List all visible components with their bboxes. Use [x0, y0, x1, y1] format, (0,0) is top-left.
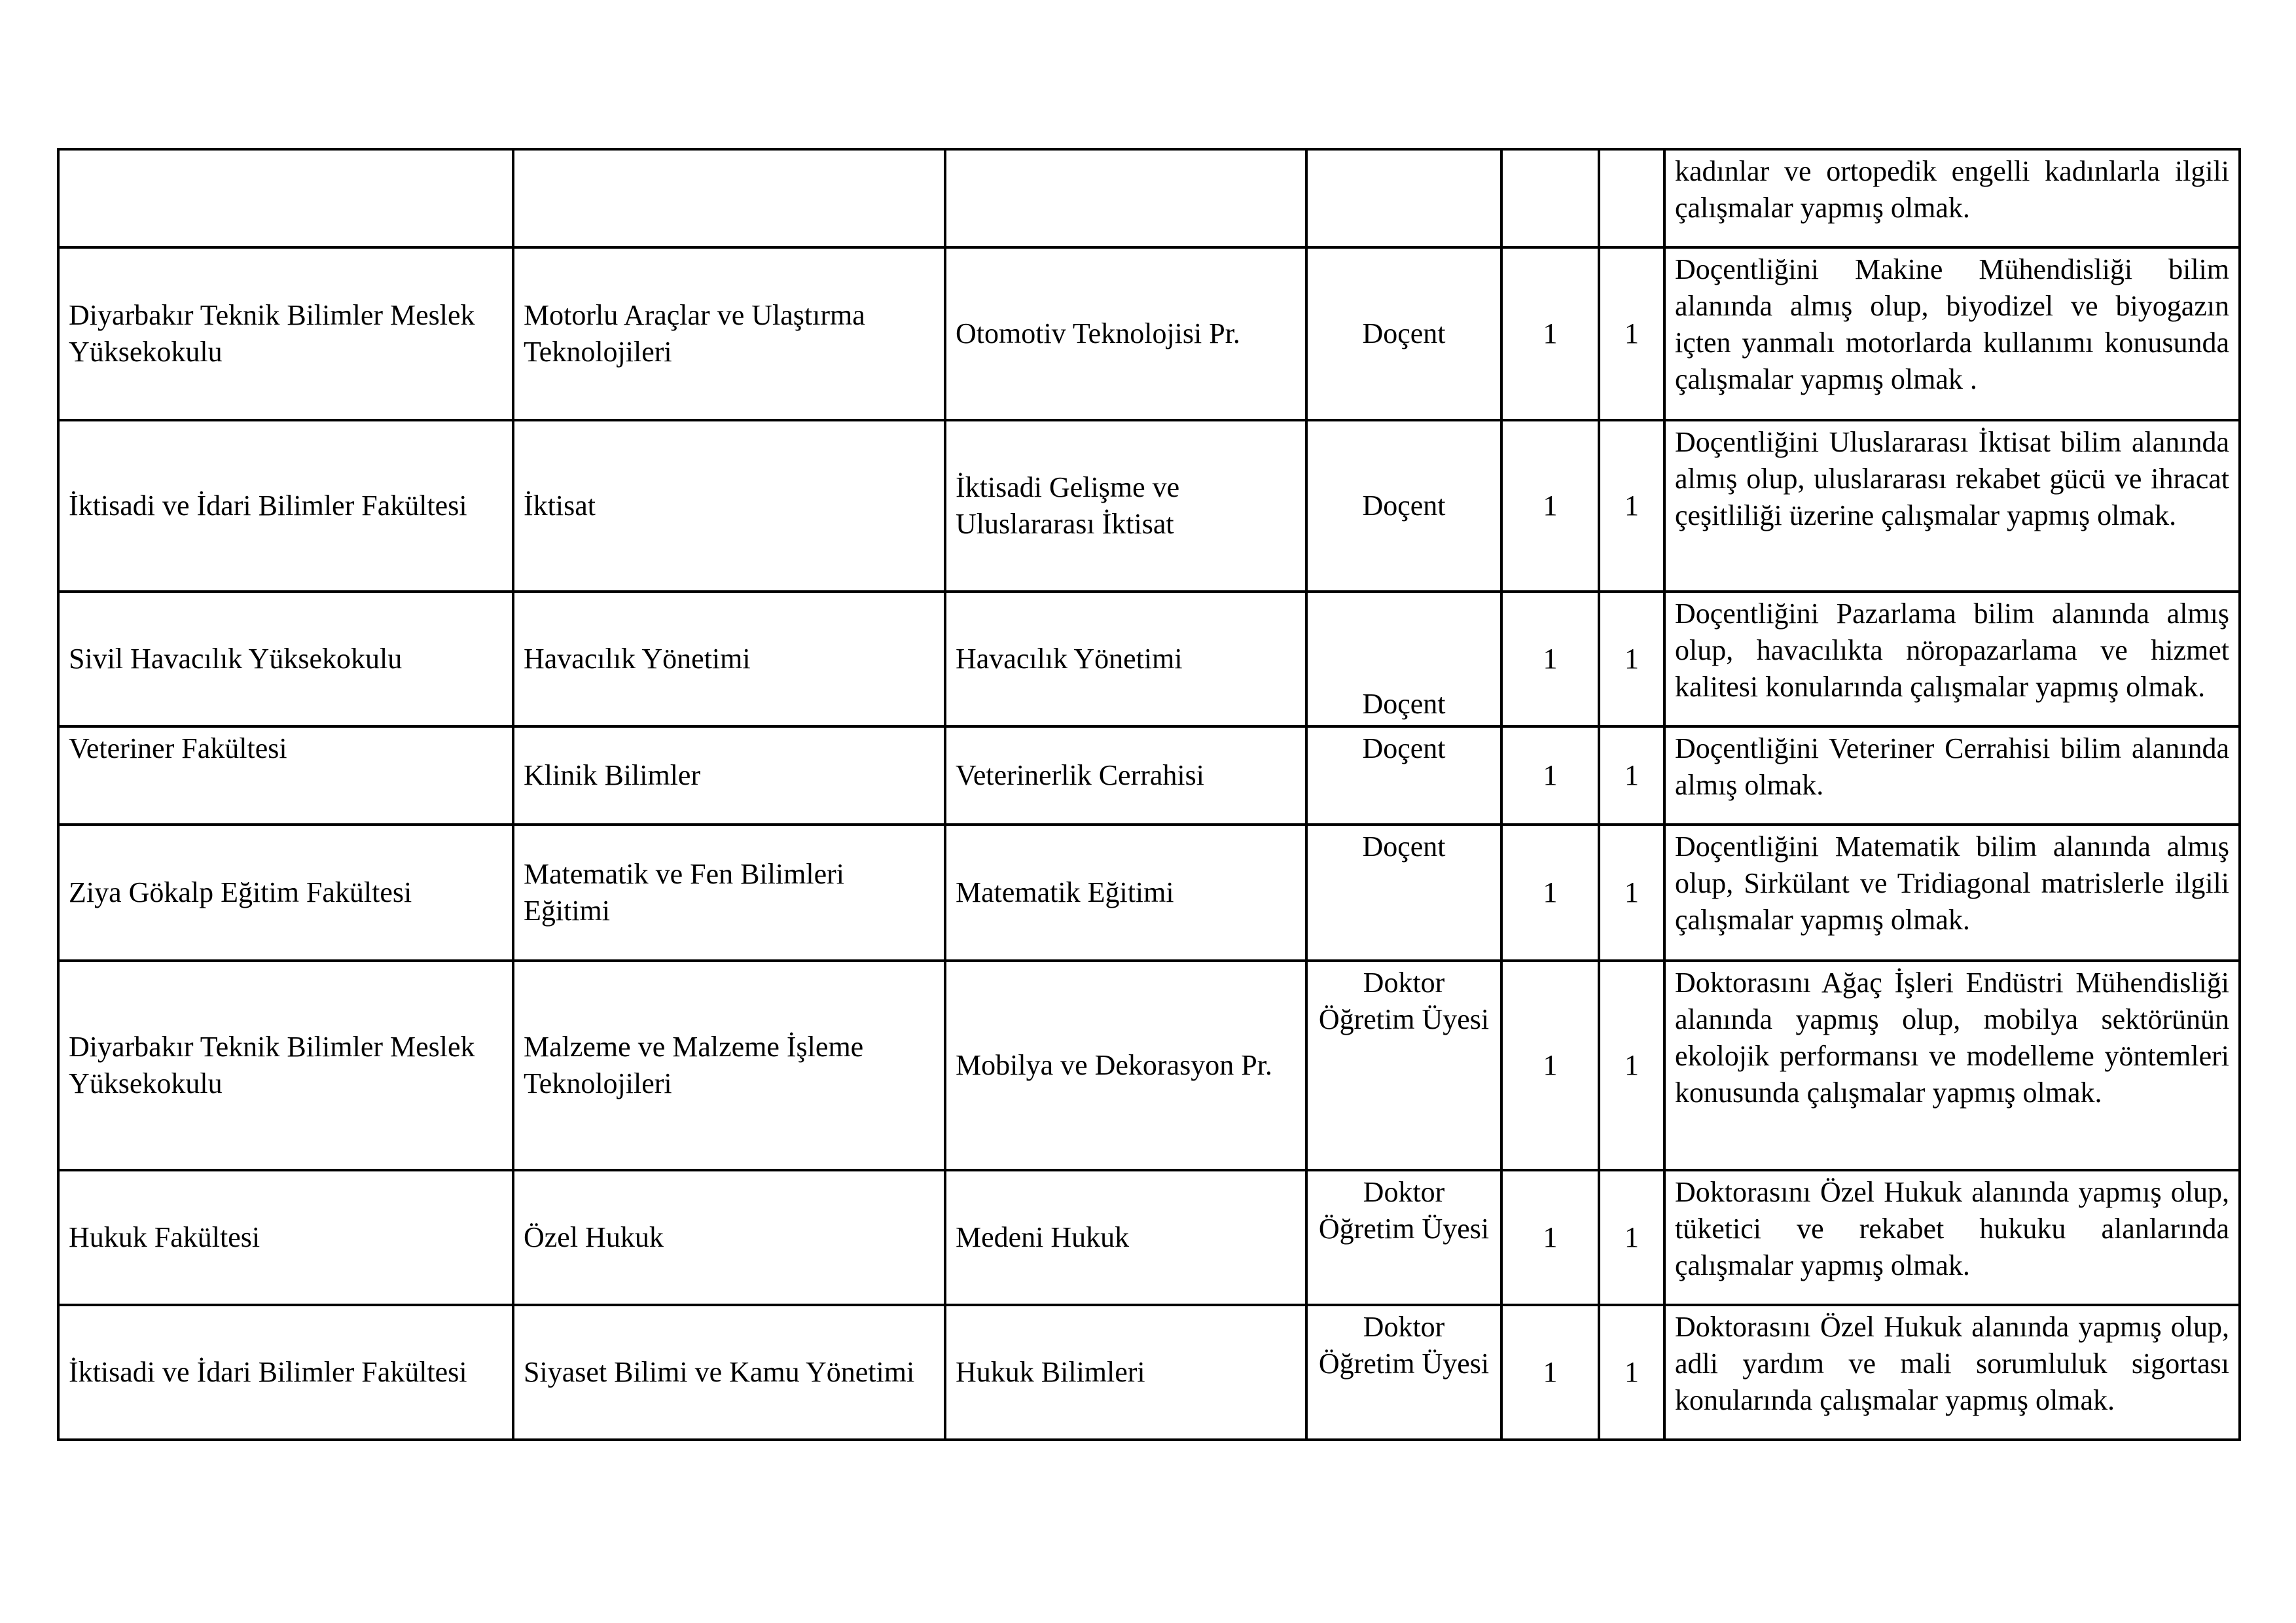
table-row	[58, 961, 2240, 1170]
count2-cell: 1	[1599, 825, 1664, 961]
program-cell: Hukuk Bilimleri	[945, 1305, 1306, 1440]
title-cell	[1306, 149, 1501, 247]
department-cell: İktisat	[513, 420, 945, 592]
count-cell: 1	[1501, 1170, 1599, 1305]
count-cell: 1	[1501, 726, 1599, 825]
title-cell: Doktor Öğretim Üyesi	[1306, 1305, 1501, 1440]
count2-cell: 1	[1599, 726, 1664, 825]
department-cell: Klinik Bilimler	[513, 726, 945, 825]
department-cell: Özel Hukuk	[513, 1170, 945, 1305]
requirement-cell: Doçentliğini Uluslararası İktisat bilim alanında almış olup, uluslararası rekabet gücü ve ihracat çeşitliliği üzerine çalışmalar yapmış olmak.	[1664, 420, 2240, 592]
title-cell: Doçent	[1306, 247, 1501, 420]
unit-cell: İktisadi ve İdari Bilimler Fakültesi	[58, 1305, 513, 1440]
count2-cell: 1	[1599, 592, 1664, 726]
table-row	[58, 149, 2240, 247]
count2-cell: 1	[1599, 1170, 1664, 1305]
count-cell: 1	[1501, 1305, 1599, 1440]
program-cell: Medeni Hukuk	[945, 1170, 1306, 1305]
program-cell: Havacılık Yönetimi	[945, 592, 1306, 726]
count-cell: 1	[1501, 247, 1599, 420]
title-cell: Doçent	[1306, 420, 1501, 592]
title-cell: Doçent	[1306, 726, 1501, 825]
requirement-cell: Doçentliğini Pazarlama bilim alanında almış olup, havacılıkta nöropazarlama ve hizmet kalitesi konularında çalışmalar yapmış olmak.	[1664, 592, 2240, 726]
department-cell: Siyaset Bilimi ve Kamu Yönetimi	[513, 1305, 945, 1440]
title-cell: Doktor Öğretim Üyesi	[1306, 1170, 1501, 1305]
unit-cell	[58, 149, 513, 247]
title-cell: Doçent	[1306, 825, 1501, 961]
table-row	[58, 1305, 2240, 1440]
department-cell: Motorlu Araçlar ve Ulaştırma Teknolojileri	[513, 247, 945, 420]
table-row	[58, 247, 2240, 420]
unit-cell: İktisadi ve İdari Bilimler Fakültesi	[58, 420, 513, 592]
count2-cell	[1599, 149, 1664, 247]
table-row	[58, 726, 2240, 825]
unit-cell: Ziya Gökalp Eğitim Fakültesi	[58, 825, 513, 961]
department-cell: Matematik ve Fen Bilimleri Eğitimi	[513, 825, 945, 961]
count2-cell: 1	[1599, 420, 1664, 592]
unit-cell: Diyarbakır Teknik Bilimler Meslek Yüksekokulu	[58, 961, 513, 1170]
table-row	[58, 1170, 2240, 1305]
requirement-cell: Doçentliğini Makine Mühendisliği bilim alanında almış olup, biyodizel ve biyogazın içten yanmalı motorlarda kullanımı konusunda çalışmalar yapmış olmak .	[1664, 247, 2240, 420]
program-cell: Mobilya ve Dekorasyon Pr.	[945, 961, 1306, 1170]
unit-cell: Hukuk Fakültesi	[58, 1170, 513, 1305]
requirement-cell: Doçentliğini Matematik bilim alanında almış olup, Sirkülant ve Tridiagonal matrislerle ilgili çalışmalar yapmış olmak.	[1664, 825, 2240, 961]
table-row	[58, 825, 2240, 961]
program-cell: Veterinerlik Cerrahisi	[945, 726, 1306, 825]
program-cell: Matematik Eğitimi	[945, 825, 1306, 961]
count-cell: 1	[1501, 420, 1599, 592]
table-row	[58, 592, 2240, 726]
count-cell: 1	[1501, 961, 1599, 1170]
count2-cell: 1	[1599, 247, 1664, 420]
program-cell	[945, 149, 1306, 247]
count2-cell: 1	[1599, 1305, 1664, 1440]
table-row	[58, 420, 2240, 592]
program-cell: İktisadi Gelişme ve Uluslararası İktisat	[945, 420, 1306, 592]
count-cell	[1501, 149, 1599, 247]
requirement-cell: kadınlar ve ortopedik engelli kadınlarla ilgili çalışmalar yapmış olmak.	[1664, 149, 2240, 247]
requirement-cell: Doktorasını Özel Hukuk alanında yapmış olup, adli yardım ve mali sorumluluk sigortası konularında çalışmalar yapmış olmak.	[1664, 1305, 2240, 1440]
department-cell: Malzeme ve Malzeme İşleme Teknolojileri	[513, 961, 945, 1170]
requirement-cell: Doçentliğini Veteriner Cerrahisi bilim alanında almış olmak.	[1664, 726, 2240, 825]
department-cell	[513, 149, 945, 247]
department-cell: Havacılık Yönetimi	[513, 592, 945, 726]
requirement-cell: Doktorasını Özel Hukuk alanında yapmış olup, tüketici ve rekabet hukuku alanlarında çalışmalar yapmış olmak.	[1664, 1170, 2240, 1305]
count-cell: 1	[1501, 825, 1599, 961]
requirement-cell: Doktorasını Ağaç İşleri Endüstri Mühendisliği alanında yapmış olup, mobilya sektörünün ekolojik performansı ve modelleme yöntemleri konusunda çalışmalar yapmış olmak.	[1664, 961, 2240, 1170]
unit-cell: Veteriner Fakültesi	[58, 726, 513, 825]
title-cell: Doktor Öğretim Üyesi	[1306, 961, 1501, 1170]
count2-cell: 1	[1599, 961, 1664, 1170]
title-cell: Doçent	[1306, 592, 1501, 726]
unit-cell: Diyarbakır Teknik Bilimler Meslek Yüksekokulu	[58, 247, 513, 420]
program-cell: Otomotiv Teknolojisi Pr.	[945, 247, 1306, 420]
unit-cell: Sivil Havacılık Yüksekokulu	[58, 592, 513, 726]
staff-positions-table	[57, 148, 2241, 1441]
count-cell: 1	[1501, 592, 1599, 726]
